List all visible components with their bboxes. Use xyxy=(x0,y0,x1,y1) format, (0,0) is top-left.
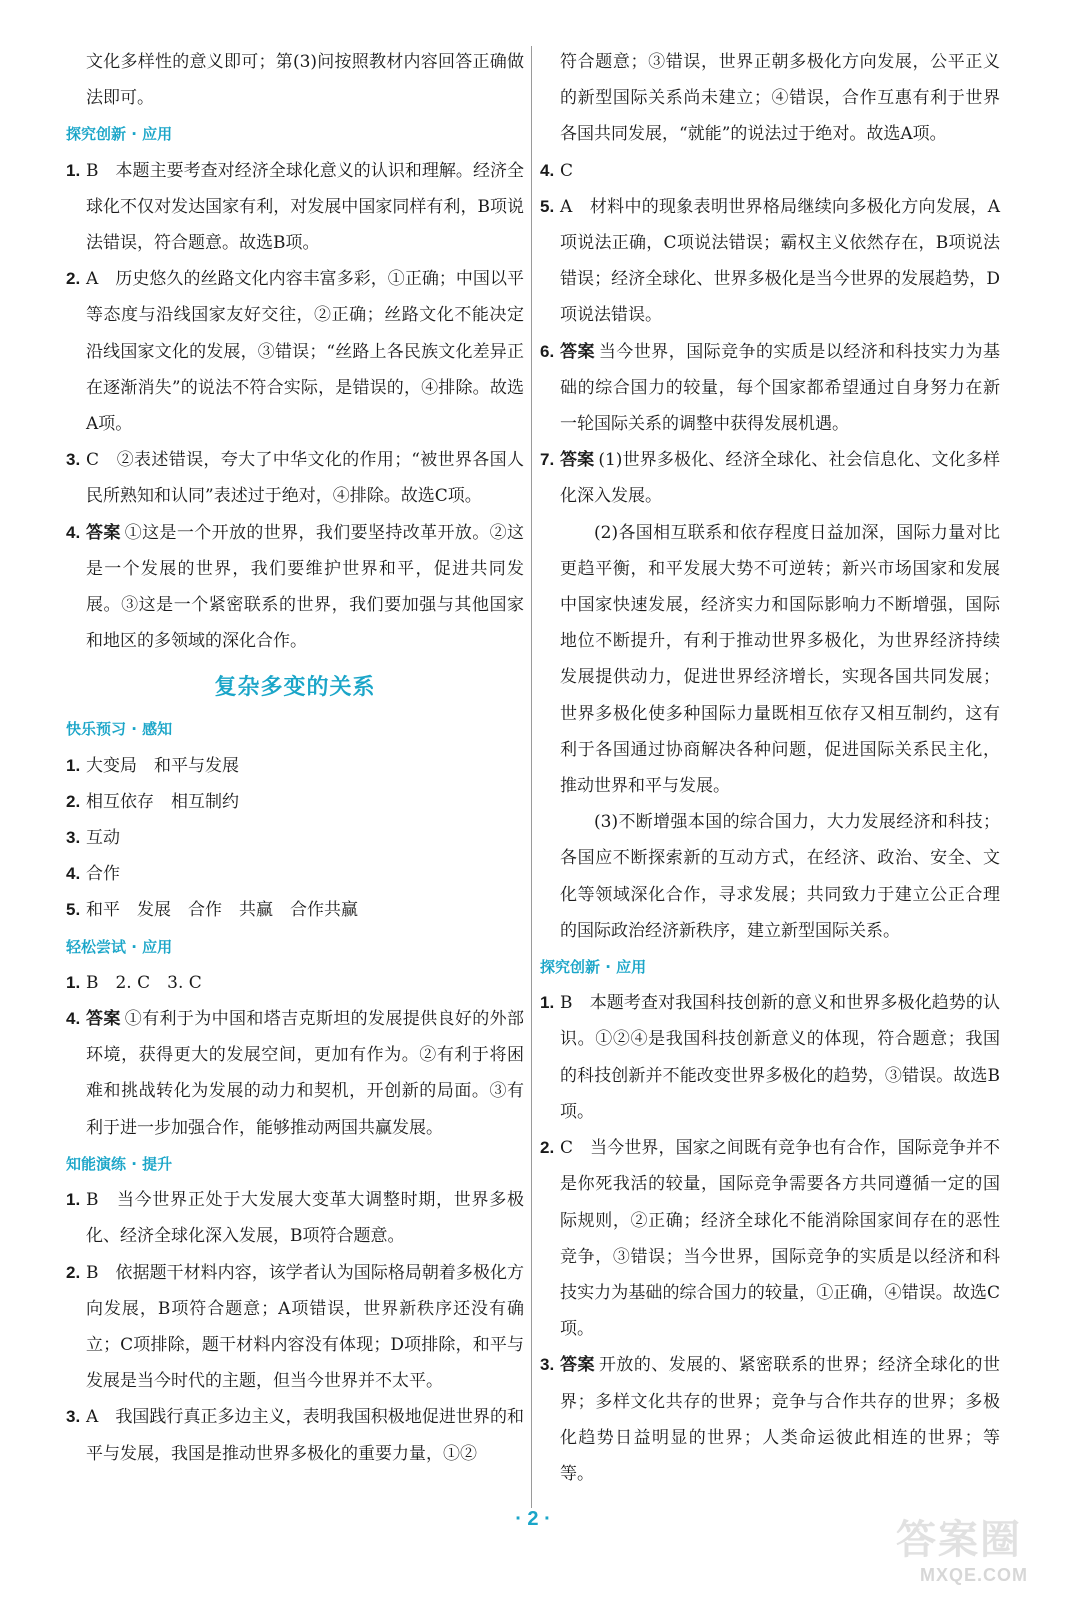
item-number: 4. xyxy=(540,160,555,180)
continued-text: 符合题意；③错误，世界正朝多极化方向发展，公平正义的新型国际关系尚未建立；④错误，合作互惠有利于世界各国共同发展，“就能”的说法过于绝对。故选A项。 xyxy=(560,52,1000,145)
page-number: · 2 · xyxy=(515,1508,551,1530)
answer-item xyxy=(66,442,524,514)
item-body xyxy=(560,153,1000,189)
column-divider xyxy=(531,46,532,1508)
answer-item xyxy=(66,515,524,660)
item-body xyxy=(560,189,1000,334)
item-text: A 我国践行真正多边主义，表明我国积极地促进世界的和平与发展，我国是推动世界多极化的重要力量，①② xyxy=(86,1407,524,1464)
item-number: 6. xyxy=(540,341,555,361)
answer-item xyxy=(66,1399,524,1471)
answer-item xyxy=(540,189,1000,334)
item-number: 3. xyxy=(66,1407,81,1427)
answer-item xyxy=(66,856,524,892)
item-body xyxy=(560,1347,1000,1492)
item-number: 5. xyxy=(540,196,555,216)
item-body xyxy=(86,892,524,928)
item-text: A 历史悠久的丝路文化内容丰富多彩，①正确；中国以平等态度与沿线国家友好交往，②正确；丝路文化不能决定沿线国家文化的发展，③错误；“丝路上各民族文化差异正在逐渐消失”的说法不符合实际，是错误的，④排除。故选A项。 xyxy=(86,269,524,435)
lesson-title: 复杂多变的关系 xyxy=(214,675,376,701)
item-body xyxy=(560,334,1000,443)
item-text: 相互依存 相互制约 xyxy=(86,791,239,812)
answer-item xyxy=(66,1182,524,1254)
watermark xyxy=(828,1508,1028,1586)
item-body xyxy=(86,1399,524,1471)
answer-item xyxy=(66,261,524,442)
answer-item xyxy=(540,1130,1000,1347)
section-heading: 知能演练 · 提升 xyxy=(66,1154,173,1173)
item-body xyxy=(86,261,524,442)
item-text: B 本题主要考查对经济全球化意义的认识和理解。经济全球化不仅对发达国家有利，对发展中国家同样有利，B项说法错误，符合题意。故选B项。 xyxy=(86,160,524,254)
item-number: 3. xyxy=(66,828,81,848)
item-number: 7. xyxy=(540,450,555,470)
item-number: 1. xyxy=(66,1190,81,1210)
watermark-logo: 答案圈 xyxy=(896,1517,1022,1563)
item-number: 4. xyxy=(66,1009,81,1029)
item-number: 2. xyxy=(66,791,81,811)
answer-item xyxy=(66,748,524,784)
answer-item xyxy=(66,784,524,820)
item-text: C 当今世界，国家之间既有竞争也有合作，国际竞争并不是你死我活的较量，国际竞争需要各方共同遵循一定的国际规则，②正确；经济全球化不能消除国家间存在的恶性竞争，③错误；当今世界，国际竞争的实质是以经济和科技实力为基础的综合国力的较量，①正确，④错误。故选C项。 xyxy=(560,1138,1000,1340)
item-text: ①有利于为中国和塔吉克斯坦的发展提供良好的外部环境，获得更大的发展空间，更加有作为。②有利于将困难和挑战转化为发展的动力和契机，开创新的局面。③有利于进一步加强合作，能够推动两国共赢发展。 xyxy=(86,1009,524,1138)
answer-item xyxy=(66,1255,524,1400)
item-number: 4. xyxy=(66,864,81,884)
item-text: A 材料中的现象表明世界格局继续向多极化方向发展，A项说法正确，C项说法错误；霸权主义依然存在，B项说法错误；经济全球化、世界多极化是当今世界的发展趋势，D项说法错误。 xyxy=(560,196,1000,326)
item-text: 开放的、发展的、紧密联系的世界；经济全球化的世界；多样文化共存的世界；竞争与合作共存的世界；多极化趋势日益明显的世界；人类命运彼此相连的世界；等等。 xyxy=(560,1355,1001,1484)
item-number: 2. xyxy=(66,1262,81,1282)
left-column xyxy=(66,44,524,1472)
right-column xyxy=(540,44,1000,1492)
item-body xyxy=(560,985,1000,1130)
watermark-text: MXQE.COM xyxy=(919,1565,1028,1585)
item-text: C xyxy=(560,160,574,181)
answer-label: 答案 xyxy=(560,341,595,362)
item-number: 1. xyxy=(540,993,555,1013)
item-number: 1. xyxy=(66,972,81,992)
answer-item xyxy=(66,965,524,1001)
item-body xyxy=(86,784,524,820)
answer-item xyxy=(66,153,524,262)
answer-paragraph: (2)各国相互联系和依存程度日益加深，国际力量对比更趋平衡，和平发展大势不可逆转；新兴市场国家和发展中国家快速发展，经济实力和国际影响力不断增强，国际地位不断提升，有利于推动世界多极化，为世界经济持续发展提供动力，促进世界经济增长，实现各国共同发展；世界多极化使多种国际力量既相互依存又相互制约，这有利于各国通过协商解决各种问题，促进国际关系民主化，推动世界和平与发展。 xyxy=(560,522,1000,797)
answer-item xyxy=(66,1001,524,1146)
continued-text: 文化多样性的意义即可；第(3)问按照教材内容回答正确做法即可。 xyxy=(86,52,524,109)
item-body xyxy=(86,153,524,262)
answer-item xyxy=(66,820,524,856)
item-body xyxy=(86,515,524,660)
answer-item xyxy=(540,985,1000,1130)
item-body xyxy=(560,1130,1000,1347)
item-text: 互动 xyxy=(86,828,120,849)
item-text: 大变局 和平与发展 xyxy=(86,755,239,776)
item-number: 2. xyxy=(540,1138,555,1158)
answer-label: 答案 xyxy=(560,1355,595,1376)
section-heading: 轻松尝试 · 应用 xyxy=(66,937,173,956)
answer-paragraph: (3)不断增强本国的综合国力，大力发展经济和科技；各国应不断探索新的互动方式，在经济、政治、安全、文化等领域深化合作，寻求发展；共同致力于建立公正合理的国际政治经济新秩序，建立新型国际关系。 xyxy=(560,812,1000,941)
item-number: 1. xyxy=(66,160,81,180)
item-number: 4. xyxy=(66,522,81,542)
item-body xyxy=(86,1182,524,1254)
item-number: 5. xyxy=(66,900,81,920)
item-text: B 依据题干材料内容，该学者认为国际格局朝着多极化方向发展，B项符合题意；A项错误，世界新秩序还没有确立；C项排除，题干材料内容没有体现；D项排除，和平与发展是当今时代的主题，但当今世界并不太平。 xyxy=(86,1262,524,1392)
item-body xyxy=(86,1255,524,1400)
item-number: 2. xyxy=(66,269,81,289)
answer-label: 答案 xyxy=(86,1009,121,1030)
item-text: C ②表述错误，夸大了中华文化的作用；“被世界各国人民所熟知和认同”表述过于绝对，④排除。故选C项。 xyxy=(86,450,524,507)
section-heading: 探究创新 · 应用 xyxy=(66,125,173,144)
answer-label: 答案 xyxy=(86,522,121,543)
answer-item xyxy=(540,153,1000,189)
item-number: 3. xyxy=(540,1355,555,1375)
item-text: B 本题考查对我国科技创新的意义和世界多极化趋势的认识。①②④是我国科技创新意义的体现，符合题意；我国的科技创新并不能改变世界多极化的趋势，③错误。故选B项。 xyxy=(560,993,1000,1122)
item-text: ①这是一个开放的世界，我们要坚持改革开放。②这是一个发展的世界，我们要维护世界和平，促进共同发展。③这是一个紧密联系的世界，我们要加强与其他国家和地区的多领域的深化合作。 xyxy=(86,522,524,652)
answer-item xyxy=(66,892,524,928)
item-text: (1)世界多极化、经济全球化、社会信息化、文化多样化深入发展。 xyxy=(560,450,1000,507)
answer-label: 答案 xyxy=(560,450,595,471)
section-heading: 快乐预习 · 感知 xyxy=(66,720,173,739)
item-text: B 当今世界正处于大发展大变革大调整时期，世界多极化、经济全球化深入发展，B项符合题意。 xyxy=(86,1190,524,1247)
item-body xyxy=(560,442,1000,514)
item-body xyxy=(86,856,524,892)
item-text: B 2. C 3. C xyxy=(86,972,202,993)
item-body xyxy=(86,820,524,856)
section-heading: 探究创新 · 应用 xyxy=(540,958,647,977)
item-body xyxy=(86,965,524,1001)
answer-item xyxy=(540,334,1000,443)
item-number: 1. xyxy=(66,755,81,775)
answer-item xyxy=(540,442,1000,514)
item-text: 合作 xyxy=(86,864,120,885)
item-number: 3. xyxy=(66,450,81,470)
item-text: 当今世界，国际竞争的实质是以经济和科技实力为基础的综合国力的较量，每个国家都希望通过自身努力在新一轮国际关系的调整中获得发展机遇。 xyxy=(560,341,1001,435)
item-body xyxy=(86,442,524,514)
item-body xyxy=(86,748,524,784)
item-body xyxy=(86,1001,524,1146)
item-text: 和平 发展 合作 共赢 合作共赢 xyxy=(86,900,358,921)
answer-item xyxy=(540,1347,1000,1492)
